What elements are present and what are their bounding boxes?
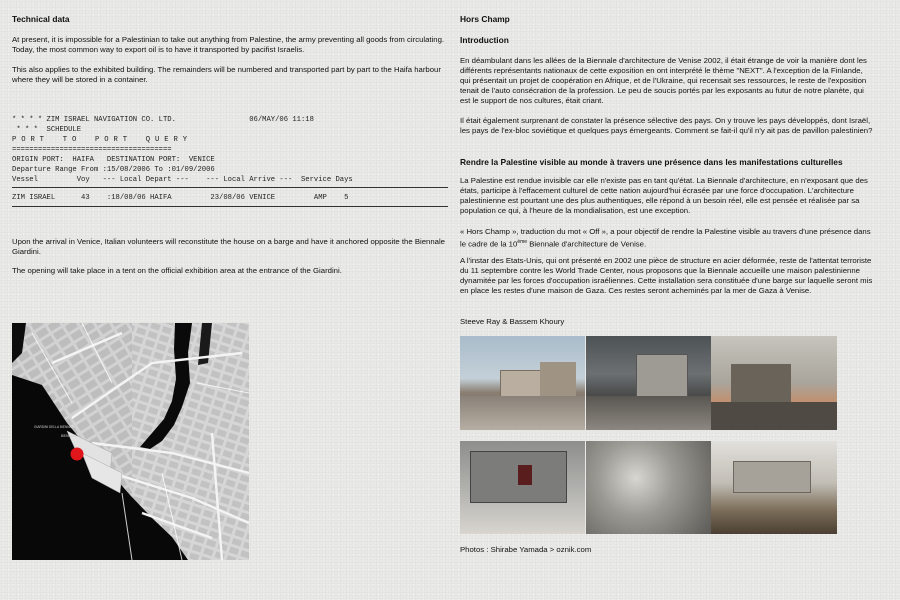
schedule-line: Vessel Voy --- Local Depart --- --- Local Arrive --- Service Days xyxy=(12,176,353,184)
section-heading: Rendre la Palestine visible au monde à travers une présence dans les manifestations culturelles xyxy=(460,157,843,167)
map-label: BIENNALE xyxy=(61,434,77,438)
biennale-location-marker xyxy=(71,448,84,461)
technical-para-2: This also applies to the exhibited building. The remainders will be numbered and transported part by part to the Haifa harbour where they will be stored in a container. xyxy=(12,65,441,84)
intro-para-2: Il était également surprenant de constater la présence sélective des pays. On y trouve les pays développés, dont Israël, les pays de l'ex-bloc soviétique et quelques pays émergeants. Comment se fait-il qu'il n'y ait pas de pavillon palestinien? xyxy=(460,116,873,135)
rubble-photo xyxy=(586,441,711,534)
section-para-2: « Hors Champ », traduction du mot « Off », a pour objectif de rendre la Palestine visible au travers d'une présence dans le cadre de la 10ème Biennale d'architecture de Venise. xyxy=(460,227,871,249)
rubble-photo xyxy=(460,441,585,534)
schedule-line: ===================================== xyxy=(12,146,172,154)
schedule-divider xyxy=(12,206,448,207)
schedule-line: P O R T T O P O R T Q U E R Y xyxy=(12,136,188,144)
article-title: Hors Champ xyxy=(460,14,510,24)
intro-heading: Introduction xyxy=(460,35,509,45)
photo-credit: Photos : Shirabe Yamada > oznik.com xyxy=(460,545,592,554)
intro-para-1: En déambulant dans les allées de la Biennale d'architecture de Venise 2002, il était étrange de voir la manière dont les différents représentants nationaux de cette exposition en ont interprété le thème "NEXT". A l'exception de la Finlande, qui présentait un projet de coopération en Afrique, et de l'Ukraine, qui recensait ses ressources, le reste de l'exposition tenait de l'auto consécration de la profession. Le peu de soucis portés par les exposants au futur de notre planète, qui est le support de nos cultures, était criant. xyxy=(460,56,867,105)
schedule-line: ZIM ISRAEL 43 :18/08/06 HAIFA 23/08/06 VENICE AMP 5 xyxy=(12,194,349,202)
superscript: ème xyxy=(517,239,528,245)
venice-map-drawing xyxy=(12,323,249,560)
map-label: GIARDINI DELLA BIENNALE xyxy=(34,425,76,429)
rubble-photo xyxy=(586,336,711,430)
authors-line: Steeve Ray & Bassem Khoury xyxy=(460,317,565,326)
section-para-3: A l'instar des Etats-Unis, qui ont présenté en 2002 une pièce de structure en acier déformée, reste de l'attentat terroriste du 11 septembre contre les World Trade Center, nous proposons que la Biennale accueille une maison palestinienne dynamitée par les forces d'occupation israéliennes. Cette installation sera constituée d'une barge sur laquelle seront mis en place les restes d'une maison de Gaza. Ces restes seront acheminés par la mer de Gaza à Venise. xyxy=(460,256,873,295)
technical-para-1: At present, it is impossible for a Palestinian to take out anything from Palestine, the army preventing all goods from circulating. Today, the most common way to export oil is to have it transported by pacifist Israelis. xyxy=(12,35,445,54)
technical-para-4: The opening will take place in a tent on the official exhibition area at the entrance of the Giardini. xyxy=(12,266,342,275)
schedule-line: * * * SCHEDULE xyxy=(12,126,82,134)
rubble-photo xyxy=(711,336,837,430)
schedule-line: * * * * ZIM ISRAEL NAVIGATION CO. LTD. 06/MAY/06 11:18 xyxy=(12,116,314,124)
technical-data-heading: Technical data xyxy=(12,14,70,24)
technical-para-3: Upon the arrival in Venice, Italian volunteers will reconstitute the house on a barge and have it anchored opposite the Biennale Giardini. xyxy=(12,237,445,256)
schedule-line: ORIGIN PORT: HAIFA DESTINATION PORT: VENICE xyxy=(12,156,215,164)
schedule-divider xyxy=(12,187,448,188)
schedule-line: Departure Range From :15/08/2006 To :01/09/2006 xyxy=(12,166,215,174)
venice-map xyxy=(12,323,249,560)
section-para-1: La Palestine est rendue invisible car elle n'existe pas en tant qu'état. La Biennale d'architecture, en n'exposant que des états, participe à l'effacement culturel de cette nation aujourd'hui écrasée par une force d'occupation. L'architecture palestinienne est pourtant une des plus authentiques, elle répond à un besoin réel, elle est pensée et réalisée par sa population ce qui, à l'heure de la mondialisation, est une exception. xyxy=(460,176,868,215)
rubble-photo xyxy=(711,441,837,534)
rubble-photo xyxy=(460,336,585,430)
